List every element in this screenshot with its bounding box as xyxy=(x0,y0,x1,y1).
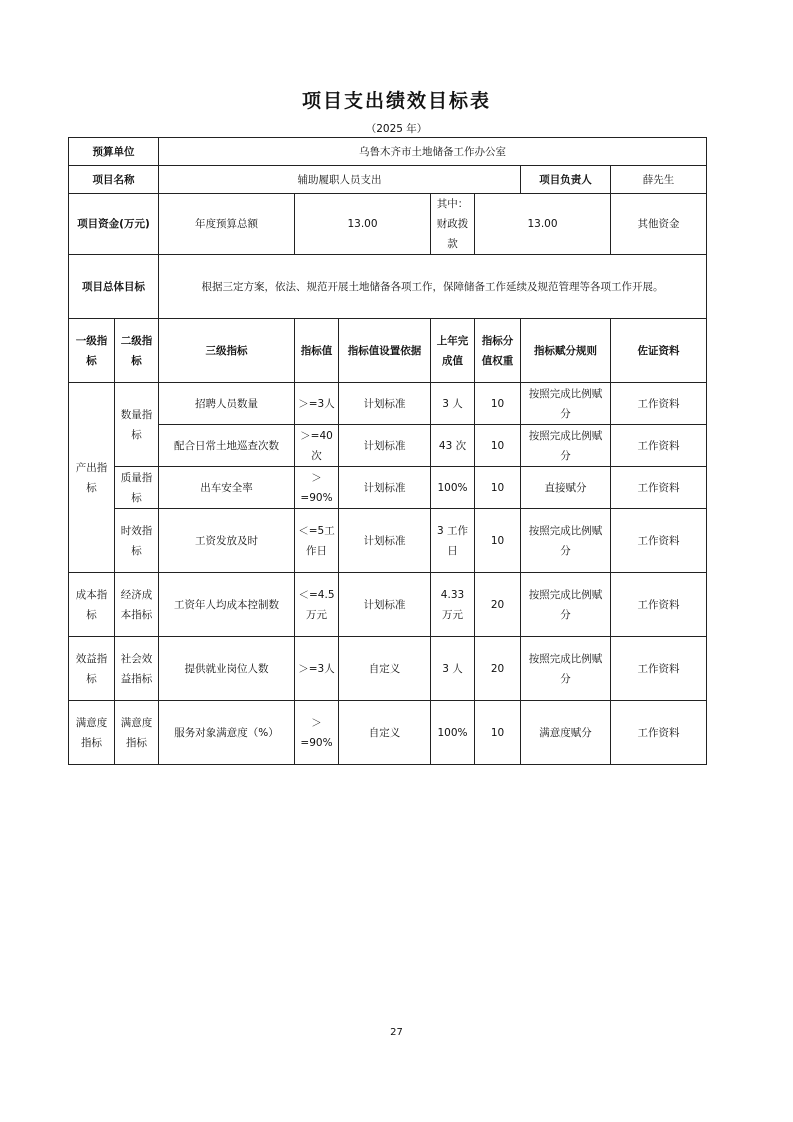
previous-year-value: 100% xyxy=(431,701,475,765)
table-row xyxy=(69,701,707,765)
indicator-basis: 计划标准 xyxy=(339,509,431,573)
previous-year-value: 3 工作日 xyxy=(431,509,475,573)
evidence-material: 工作资料 xyxy=(611,637,707,701)
previous-year-value: 100% xyxy=(431,467,475,509)
indicator-basis: 计划标准 xyxy=(339,383,431,425)
column-header: 佐证资料 xyxy=(611,319,707,383)
indicator-weight: 10 xyxy=(475,383,521,425)
second-level-indicator: 社会效益指标 xyxy=(115,637,159,701)
previous-year-value: 3 人 xyxy=(431,637,475,701)
indicator-weight: 20 xyxy=(475,637,521,701)
project-name-label: 项目名称 xyxy=(69,166,159,194)
project-name-row xyxy=(69,166,707,194)
second-level-indicator: 质量指标 xyxy=(115,467,159,509)
scoring-rule: 按照完成比例赋分 xyxy=(521,425,611,467)
indicator-basis: 计划标准 xyxy=(339,425,431,467)
indicator-weight: 10 xyxy=(475,701,521,765)
year-label: （2025 年） xyxy=(365,123,428,135)
indicator-name: 提供就业岗位人数 xyxy=(159,637,295,701)
fiscal-appropriation-label: 其中：财政拨款 xyxy=(431,194,475,255)
previous-year-value: 3 人 xyxy=(431,383,475,425)
project-leader-label: 项目负责人 xyxy=(521,166,611,194)
indicator-name: 工资年人均成本控制数 xyxy=(159,573,295,637)
previous-year-value: 4.33 万元 xyxy=(431,573,475,637)
second-level-indicator: 时效指标 xyxy=(115,509,159,573)
second-level-indicator: 满意度指标 xyxy=(115,701,159,765)
first-level-indicator: 产出指标 xyxy=(69,383,115,573)
indicator-name: 招聘人员数量 xyxy=(159,383,295,425)
table-row xyxy=(69,467,707,509)
overall-goal-label: 项目总体目标 xyxy=(69,255,159,319)
other-funds-label: 其他资金 xyxy=(637,218,680,230)
previous-year-value: 43 次 xyxy=(431,425,475,467)
indicator-name: 出车安全率 xyxy=(159,467,295,509)
project-funds-row xyxy=(69,194,707,255)
project-name-value: 辅助履职人员支出 xyxy=(159,166,521,194)
overall-goal-row xyxy=(69,255,707,319)
indicator-name: 工资发放及时 xyxy=(159,509,295,573)
indicator-value: ＜=4.5万元 xyxy=(295,573,339,637)
indicator-basis: 自定义 xyxy=(339,701,431,765)
first-level-indicator: 成本指标 xyxy=(69,573,115,637)
evidence-material: 工作资料 xyxy=(611,425,707,467)
indicator-value: ＞=40次 xyxy=(295,425,339,467)
indicator-value: ＞=90% xyxy=(295,701,339,765)
indicator-weight: 10 xyxy=(475,509,521,573)
indicator-weight: 10 xyxy=(475,425,521,467)
table-row xyxy=(69,383,707,425)
column-header: 三级指标 xyxy=(159,319,295,383)
indicator-value: ＞=3人 xyxy=(295,637,339,701)
indicator-name: 配合日常土地巡查次数 xyxy=(159,425,295,467)
table-row xyxy=(69,573,707,637)
budget-unit-label: 预算单位 xyxy=(69,138,159,166)
column-header-row xyxy=(69,319,707,383)
overall-goal-value: 根据三定方案，依法、规范开展土地储备各项工作，保障储备工作延续及规范管理等各项工作开展。 xyxy=(159,255,707,319)
column-header: 指标分值权重 xyxy=(475,319,521,383)
table-row xyxy=(69,425,707,467)
performance-target-table xyxy=(68,137,707,765)
indicator-basis: 计划标准 xyxy=(339,573,431,637)
indicator-basis: 自定义 xyxy=(339,637,431,701)
indicator-value: ＜=5工作日 xyxy=(295,509,339,573)
document-title: 项目支出绩效目标表 xyxy=(301,90,491,112)
scoring-rule: 满意度赋分 xyxy=(521,701,611,765)
project-leader-value: 薛先生 xyxy=(611,166,707,194)
scoring-rule: 按照完成比例赋分 xyxy=(521,637,611,701)
indicator-weight: 20 xyxy=(475,573,521,637)
scoring-rule: 按照完成比例赋分 xyxy=(521,573,611,637)
indicator-value: ＞=3人 xyxy=(295,383,339,425)
fiscal-appropriation-value: 13.00 xyxy=(475,194,611,255)
other-funds-cell xyxy=(611,194,707,255)
column-header: 上年完成值 xyxy=(431,319,475,383)
first-level-indicator: 满意度指标 xyxy=(69,701,115,765)
table-row xyxy=(69,509,707,573)
evidence-material: 工作资料 xyxy=(611,573,707,637)
second-level-indicator: 经济成本指标 xyxy=(115,573,159,637)
second-level-indicator: 数量指标 xyxy=(115,383,159,467)
evidence-material: 工作资料 xyxy=(611,383,707,425)
column-header: 一级指标 xyxy=(69,319,115,383)
annual-budget-label: 年度预算总额 xyxy=(159,194,295,255)
indicator-name: 服务对象满意度（%） xyxy=(159,701,295,765)
evidence-material: 工作资料 xyxy=(611,467,707,509)
budget-unit-row xyxy=(69,138,707,166)
scoring-rule: 按照完成比例赋分 xyxy=(521,383,611,425)
evidence-material: 工作资料 xyxy=(611,509,707,573)
column-header: 指标值 xyxy=(295,319,339,383)
budget-unit-value: 乌鲁木齐市土地储备工作办公室 xyxy=(159,138,707,166)
indicator-weight: 10 xyxy=(475,467,521,509)
indicator-value: ＞=90% xyxy=(295,467,339,509)
column-header: 指标值设置依据 xyxy=(339,319,431,383)
indicator-basis: 计划标准 xyxy=(339,467,431,509)
page-number: 27 xyxy=(390,1027,403,1038)
first-level-indicator: 效益指标 xyxy=(69,637,115,701)
column-header: 指标赋分规则 xyxy=(521,319,611,383)
scoring-rule: 直接赋分 xyxy=(521,467,611,509)
scoring-rule: 按照完成比例赋分 xyxy=(521,509,611,573)
project-funds-label: 项目资金(万元) xyxy=(69,194,159,255)
column-header: 二级指标 xyxy=(115,319,159,383)
annual-budget-value: 13.00 xyxy=(295,194,431,255)
table-row xyxy=(69,637,707,701)
evidence-material: 工作资料 xyxy=(611,701,707,765)
